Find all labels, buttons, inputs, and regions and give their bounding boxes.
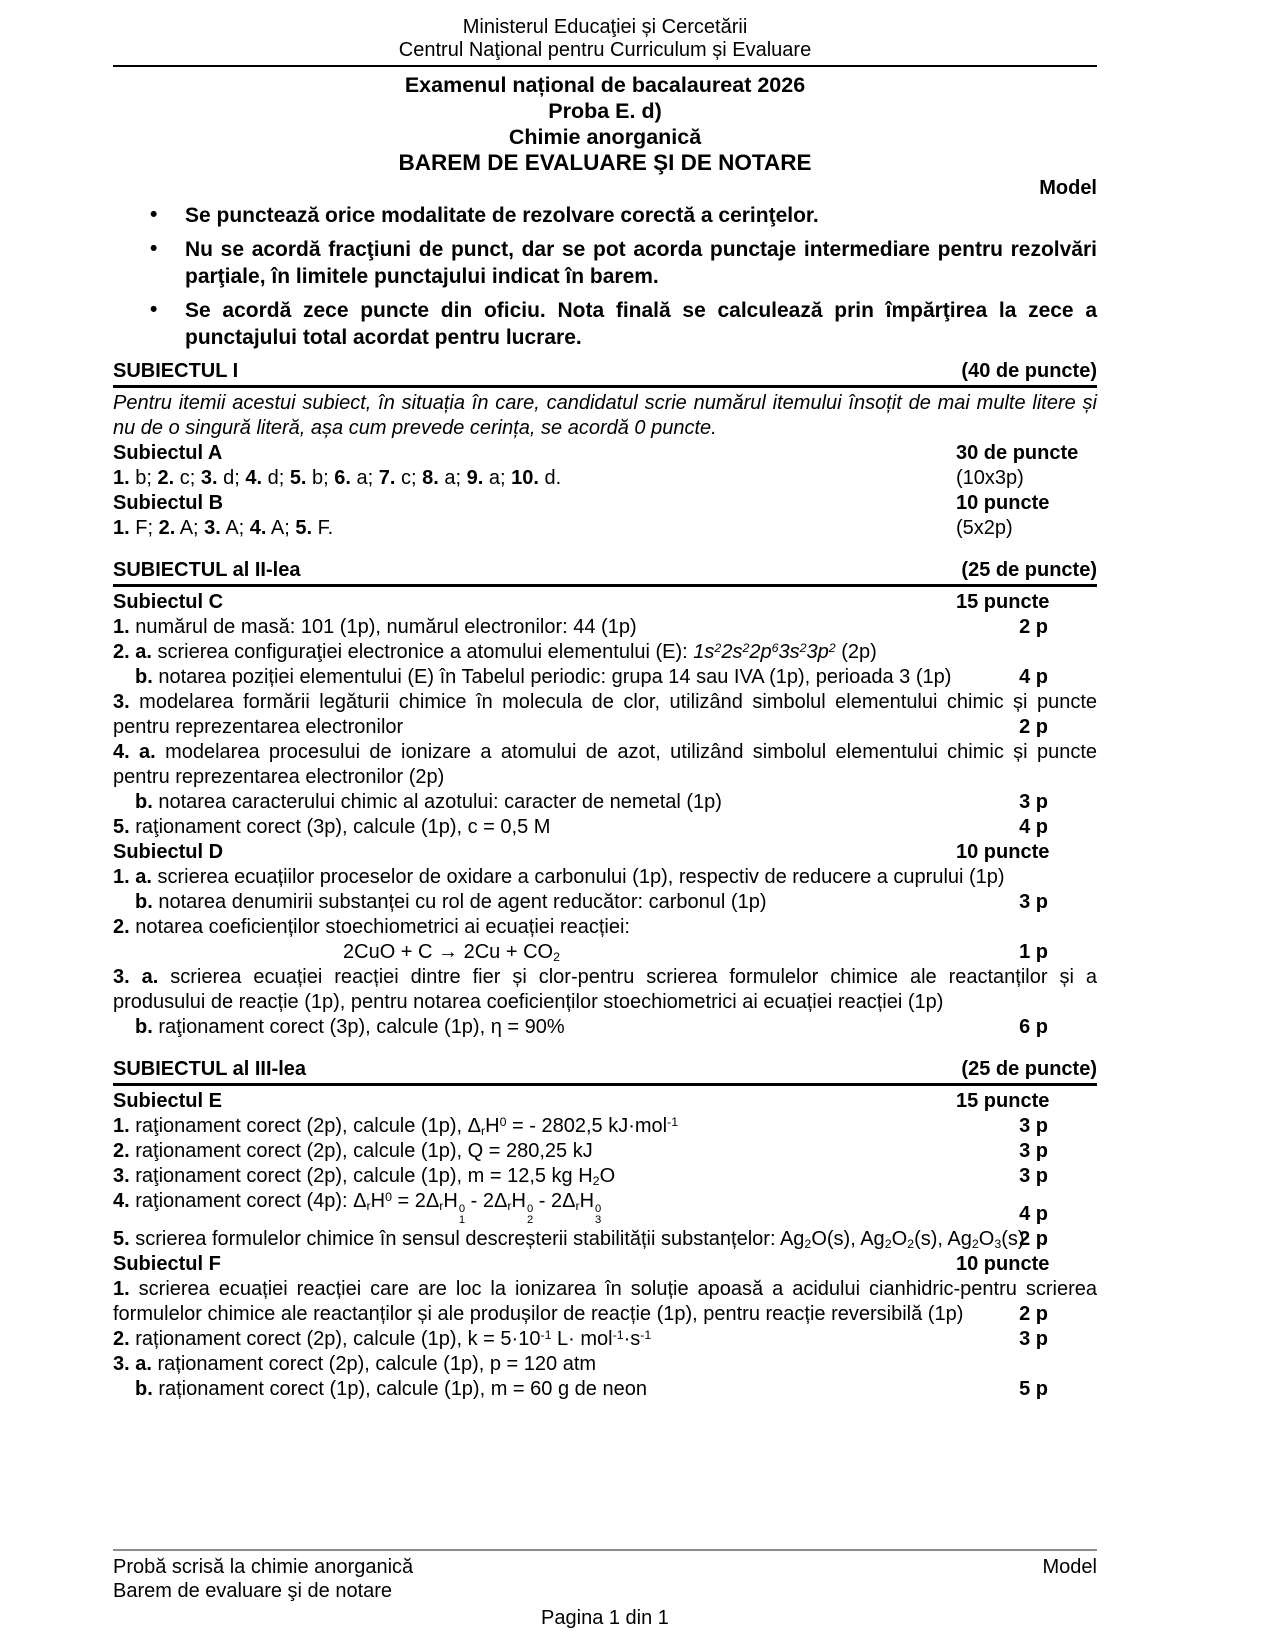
section-title: SUBIECTUL al II-lea bbox=[113, 558, 301, 581]
subhead-points: 15 puncte bbox=[956, 590, 1050, 613]
text-segment: b. bbox=[135, 1378, 159, 1401]
exam-title: Examenul național de bacalaureat 2026 bbox=[404, 73, 806, 97]
text-segment: 2 bbox=[742, 640, 750, 655]
text-segment: 2s bbox=[721, 640, 743, 663]
subiectul-f-item-3b bbox=[113, 1377, 1097, 1402]
text-segment: 9. bbox=[466, 466, 484, 489]
text-segment: raționament corect (1p), calcule (1p), m = 60 g de neon bbox=[158, 1378, 647, 1401]
text-segment: O bbox=[599, 1164, 616, 1187]
text-segment: O bbox=[891, 1228, 908, 1251]
subiectul-e-subhead bbox=[113, 1089, 1097, 1114]
footer-rule bbox=[113, 1549, 1097, 1551]
text-segment: notarea denumirii substanței cu rol de agent reducător: carbonul (1p) bbox=[158, 890, 767, 913]
bullet-2 bbox=[113, 236, 1097, 291]
subiectul-e-item-1 bbox=[113, 1114, 1097, 1139]
section-title: SUBIECTUL I bbox=[113, 359, 239, 382]
subhead-points: 15 puncte bbox=[956, 1089, 1050, 1112]
subiectul-c-item-5 bbox=[113, 815, 1097, 840]
stack-sub: 1 bbox=[458, 1214, 466, 1227]
text-segment: 6 bbox=[771, 640, 779, 655]
text-segment: b. bbox=[135, 665, 159, 688]
subiectul-c-item-1 bbox=[113, 615, 1097, 640]
bullet-icon: • bbox=[150, 236, 158, 260]
text-segment: a; bbox=[438, 466, 467, 489]
text-segment: notarea poziției elementului (E) în Tabelul periodic: grupa 14 sau IVA (1p), perioada 3 (1p) bbox=[158, 665, 952, 688]
text-segment: 2 bbox=[884, 1237, 892, 1252]
bullet-icon: • bbox=[150, 203, 158, 226]
section-points: (40 de puncte) bbox=[961, 359, 1097, 382]
subiectul-d-item-1a bbox=[113, 865, 1097, 890]
text-segment: 2. bbox=[113, 915, 136, 938]
text-segment: F. bbox=[312, 516, 334, 539]
text-segment: 1. bbox=[113, 516, 130, 539]
subhead-points: 10 puncte bbox=[956, 840, 1050, 863]
subhead-title: Subiectul F bbox=[113, 1253, 221, 1276]
text-segment: 5. bbox=[113, 1228, 136, 1251]
footer-model-label: Model bbox=[1042, 1556, 1097, 1578]
stack-sub: 2 bbox=[526, 1214, 534, 1227]
text-segment: scrierea ecuației reacției care are loc la ionizarea în soluție apoasă a acidului cianhidric-pentru scrierea formulelor chimice ale reactanților și ale produșilor de reacție (1p), pentru reacție reversibilă (1p) bbox=[113, 1278, 1097, 1326]
text-segment: ·s bbox=[623, 1328, 641, 1351]
subiectul-c-subhead bbox=[113, 590, 1097, 615]
text-segment: 8. bbox=[422, 466, 439, 489]
item-points: 1 p bbox=[1019, 940, 1048, 963]
text-segment: F; bbox=[129, 516, 159, 539]
text-segment: 3. bbox=[113, 690, 140, 713]
subiectul-c-item-2b bbox=[113, 665, 1097, 690]
subiectul-d-item-1b bbox=[113, 890, 1097, 915]
text-segment: (s) bbox=[1001, 1228, 1025, 1251]
subhead-title: Subiectul A bbox=[113, 441, 223, 464]
page-footer bbox=[113, 1549, 1097, 1630]
text-segment: c; bbox=[174, 466, 201, 489]
text-segment: H bbox=[370, 1189, 386, 1212]
subhead-title: Subiectul E bbox=[113, 1089, 222, 1112]
text-segment: 7. bbox=[378, 466, 396, 489]
subiectul-d-equation bbox=[113, 940, 1097, 965]
text-segment: L· mol bbox=[551, 1328, 613, 1351]
subiectul-3-heading bbox=[113, 1056, 1097, 1086]
instructions-list bbox=[113, 202, 1097, 352]
text-segment: r bbox=[575, 1198, 580, 1213]
text-segment: 2 bbox=[592, 1173, 600, 1188]
item-points: (5x2p) bbox=[956, 516, 1013, 539]
subiectul-e-item-3 bbox=[113, 1164, 1097, 1189]
subiectul-1-heading bbox=[113, 358, 1097, 388]
text-segment: Δ bbox=[425, 1189, 440, 1212]
text-segment: (2p) bbox=[835, 640, 877, 663]
text-segment: H bbox=[511, 1189, 526, 1212]
text-segment: modelarea formării legăturii chimice în molecula de clor, utilizând simbolul elementului chimic și puncte pentru reprezentarea electronilor bbox=[113, 690, 1097, 738]
text-segment: scrierea ecuației reacției dintre fier și clor-pentru scrierea formulelor chimice ale reactanților și a produsului de reacție (1p), pentru notarea coeficienților stoechiometrici ai ecuației reacției (1p) bbox=[113, 965, 1097, 1013]
ministry-line-1: Ministerul Educaţiei și Cercetării bbox=[462, 16, 748, 38]
item-points: 3 p bbox=[1019, 1164, 1048, 1187]
item-points: 5 p bbox=[1019, 1378, 1048, 1401]
text-segment: 1. bbox=[113, 615, 136, 638]
text-segment: H bbox=[579, 1189, 595, 1212]
text-segment: raționament corect (2p), calcule (1p), p = 120 atm bbox=[157, 1353, 597, 1376]
subiectul-e-item-4 bbox=[113, 1189, 1097, 1228]
text-segment: notarea caracterului chimic al azotului: caracter de nemetal (1p) bbox=[158, 790, 722, 813]
spacer-2 bbox=[113, 1040, 1097, 1056]
bullet-icon: • bbox=[150, 297, 158, 321]
subiectul-c-item-2a bbox=[113, 640, 1097, 665]
item-points: 2 p bbox=[1019, 715, 1048, 738]
item-points: 4 p bbox=[1019, 815, 1048, 838]
text-segment: raționament corect (2p), calcule (1p), k = 5·10 bbox=[135, 1328, 541, 1351]
text-segment: b. bbox=[135, 790, 159, 813]
section-title: SUBIECTUL al III-lea bbox=[113, 1057, 307, 1080]
item-points: 2 p bbox=[1019, 1303, 1048, 1326]
text-segment: scrierea formulelor chimice în sensul descreșterii stabilității substanțelor: Ag bbox=[135, 1228, 805, 1251]
text-segment: A; bbox=[175, 516, 205, 539]
subiectul-a-subhead bbox=[113, 441, 1097, 466]
text-segment: 2 bbox=[907, 1237, 915, 1252]
text-segment: raţionament corect (4p): bbox=[135, 1189, 354, 1212]
subiectul-c-item-4a bbox=[113, 740, 1097, 790]
section-points: (25 de puncte) bbox=[961, 1057, 1097, 1080]
subiectul-2-heading bbox=[113, 557, 1097, 587]
text-segment: d. bbox=[538, 466, 562, 489]
subhead-title: Subiectul B bbox=[113, 491, 224, 514]
text-segment: 2. bbox=[157, 466, 175, 489]
ministry-line-2: Centrul Naţional pentru Curriculum și Evaluare bbox=[398, 39, 812, 61]
text-segment: = - 2802,5 kJ·mol bbox=[506, 1114, 668, 1137]
text-segment: b. bbox=[135, 1015, 159, 1038]
item-points: 3 p bbox=[1019, 1114, 1048, 1137]
page-number: Pagina 1 din 1 bbox=[541, 1607, 669, 1629]
item-points: 4 p bbox=[1019, 1203, 1048, 1226]
text-segment: 3. a. bbox=[113, 1353, 158, 1376]
bullet-1 bbox=[113, 202, 1097, 230]
subiectul-f-item-1 bbox=[113, 1277, 1097, 1327]
item-points: 3 p bbox=[1019, 1328, 1048, 1351]
subiectul-f-item-3a bbox=[113, 1352, 1097, 1377]
text-segment: numărul de masă: 101 (1p), numărul electronilor: 44 (1p) bbox=[135, 615, 637, 638]
text-segment: 4. bbox=[249, 516, 267, 539]
text-segment: 4. bbox=[113, 1189, 136, 1212]
item-points: 6 p bbox=[1019, 1015, 1048, 1038]
text-segment: raţionament corect (2p), calcule (1p), bbox=[135, 1114, 468, 1137]
subhead-points: 30 de puncte bbox=[956, 441, 1079, 464]
text-segment: r bbox=[366, 1198, 371, 1213]
footer-left-1: Probă scrisă la chimie anorganică bbox=[113, 1556, 414, 1578]
text-segment: 6. bbox=[334, 466, 351, 489]
text-segment: 2 bbox=[799, 640, 807, 655]
subhead-title: Subiectul C bbox=[113, 590, 224, 613]
barem-title: BAREM DE EVALUARE ŞI DE NOTARE bbox=[398, 150, 812, 175]
item-points: 2 p bbox=[1019, 615, 1048, 638]
text-segment: raţionament corect (3p), calcule (1p), c = 0,5 M bbox=[135, 815, 551, 838]
text-segment: 3. bbox=[204, 516, 221, 539]
text-segment: 2p bbox=[749, 640, 772, 663]
bullet-text: Nu se acordă fracţiuni de punct, dar se pot acorda punctaje intermediare pentru rezolvări parţiale, în limitele punctajului indicat în barem. bbox=[185, 237, 1097, 288]
text-segment: -1 bbox=[540, 1327, 552, 1342]
item-points: 3 p bbox=[1019, 890, 1048, 913]
text-segment: raţionament corect (2p), calcule (1p), Q = 280,25 kJ bbox=[135, 1139, 593, 1162]
text-segment: 5. bbox=[289, 466, 307, 489]
subiectul-d-subhead bbox=[113, 840, 1097, 865]
text-segment: r bbox=[480, 1123, 486, 1138]
text-segment: A; bbox=[266, 516, 296, 539]
subiectul-b-answers bbox=[113, 516, 1097, 541]
text-segment: d; bbox=[217, 466, 246, 489]
text-segment: 4. a. bbox=[113, 740, 166, 763]
subhead-points: 10 puncte bbox=[956, 1253, 1050, 1276]
model-label: Model bbox=[1039, 177, 1097, 199]
item-points: 4 p bbox=[1019, 665, 1048, 688]
text-segment: 1. bbox=[113, 1278, 139, 1301]
sub-sup-stack bbox=[595, 1204, 601, 1228]
text-segment: - 2 bbox=[533, 1189, 563, 1212]
text-segment: 2 bbox=[828, 640, 836, 655]
text-segment: -1 bbox=[667, 1114, 679, 1129]
text-segment: 2. bbox=[113, 1139, 136, 1162]
text-segment: raţionament corect (2p), calcule (1p), m = 12,5 kg H bbox=[135, 1164, 593, 1187]
text-segment: 1. bbox=[113, 1114, 136, 1137]
footer-line-1 bbox=[113, 1555, 1097, 1579]
exam-subject: Chimie anorganică bbox=[508, 125, 702, 149]
text-segment: O bbox=[978, 1228, 995, 1251]
text-segment: b; bbox=[306, 466, 335, 489]
text-segment: O(s), Ag bbox=[811, 1228, 885, 1251]
subiectul-c-item-3 bbox=[113, 690, 1097, 740]
text-segment: 2. bbox=[158, 516, 176, 539]
text-segment: A; bbox=[220, 516, 250, 539]
subiectul-e-item-5 bbox=[113, 1227, 1097, 1252]
text-segment: 0 bbox=[499, 1114, 507, 1129]
text-segment: - 2 bbox=[465, 1189, 494, 1212]
text-segment: 2 bbox=[804, 1237, 812, 1252]
text-segment: 3. bbox=[113, 1164, 136, 1187]
spacer-1 bbox=[113, 541, 1097, 557]
bullet-text: Se punctează orice modalitate de rezolvare corectă a cerinţelor. bbox=[185, 204, 819, 227]
item-points: (10x3p) bbox=[956, 466, 1024, 489]
text-segment: r bbox=[507, 1198, 512, 1213]
text-segment: 2 bbox=[553, 949, 560, 964]
stack-sup: 0 bbox=[595, 1202, 602, 1215]
subiectul-b-subhead bbox=[113, 491, 1097, 516]
text-segment: r bbox=[439, 1198, 444, 1213]
subiectul-f-item-2 bbox=[113, 1327, 1097, 1352]
text-segment: c; bbox=[395, 466, 423, 489]
text-segment: scrierea ecuațiilor proceselor de oxidare a carbonului (1p), respectiv de reducere a cuprului (1p) bbox=[157, 865, 1005, 888]
text-segment: 1. bbox=[113, 466, 130, 489]
text-segment: 2CuO + C → 2Cu + CO bbox=[343, 940, 554, 963]
text-segment: 5. bbox=[295, 516, 313, 539]
stack-sub: 3 bbox=[595, 1214, 602, 1227]
text-segment: 2. a. bbox=[113, 640, 158, 663]
text-segment: raţionament corect (3p), calcule (1p), η = 90% bbox=[158, 1015, 565, 1038]
text-segment: notarea coeficienților stoechiometrici ai ecuației reacției: bbox=[135, 915, 630, 938]
text-segment: 0 bbox=[385, 1189, 392, 1204]
text-segment: 3p bbox=[806, 640, 829, 663]
subiectul-d-item-3a bbox=[113, 965, 1097, 1015]
subhead-points: 10 puncte bbox=[956, 491, 1050, 514]
item-points: 3 p bbox=[1019, 790, 1048, 813]
text-segment: -1 bbox=[640, 1327, 652, 1342]
text-segment: 3. a. bbox=[113, 965, 171, 988]
subiectul-c-item-4b bbox=[113, 790, 1097, 815]
text-segment: a; bbox=[483, 466, 512, 489]
bullet-3 bbox=[113, 297, 1097, 352]
text-segment: 4. bbox=[245, 466, 263, 489]
text-segment: 10. bbox=[511, 466, 539, 489]
text-segment: b; bbox=[129, 466, 158, 489]
subiectul-a-answers bbox=[113, 466, 1097, 491]
text-segment: 1s bbox=[693, 640, 715, 663]
text-segment: H bbox=[443, 1189, 458, 1212]
subhead-title: Subiectul D bbox=[113, 840, 224, 863]
footer-left-2: Barem de evaluare şi de notare bbox=[113, 1580, 393, 1602]
text-segment: Δ bbox=[353, 1189, 367, 1212]
text-segment: 5. bbox=[113, 815, 136, 838]
item-points: 3 p bbox=[1019, 1139, 1048, 1162]
text-segment: Δ bbox=[467, 1114, 481, 1137]
text-segment: Δ bbox=[562, 1189, 576, 1212]
header-rule bbox=[113, 65, 1097, 67]
item-points: 2 p bbox=[1019, 1228, 1048, 1251]
text-segment: scrierea configuraţiei electronice a atomului elementului (E): bbox=[157, 640, 694, 663]
text-segment: 3 bbox=[994, 1237, 1002, 1252]
subiectul-f-subhead bbox=[113, 1252, 1097, 1277]
text-segment: 1. a. bbox=[113, 865, 158, 888]
text-segment: (s), Ag bbox=[914, 1228, 972, 1251]
stack-sup: 0 bbox=[458, 1202, 466, 1215]
text-segment: 2. bbox=[113, 1328, 136, 1351]
text-segment: Δ bbox=[494, 1189, 508, 1212]
text-segment: 3. bbox=[200, 466, 218, 489]
text-segment: -1 bbox=[612, 1327, 624, 1342]
subiectul-1-note: Pentru itemii acestui subiect, în situația în care, candidatul scrie numărul itemului însoțit de mai multe litere și nu de o singură literă, așa cum prevede cerința, se acordă 0 puncte. bbox=[113, 391, 1097, 439]
text-segment: 2 bbox=[714, 640, 722, 655]
stack-sup: 0 bbox=[526, 1202, 534, 1215]
text-segment: a; bbox=[350, 466, 379, 489]
text-segment: d; bbox=[262, 466, 290, 489]
text-segment: modelarea procesului de ionizare a atomului de azot, utilizând simbolul elementului chimic și puncte pentru reprezentarea electronilor (2p) bbox=[113, 740, 1097, 788]
section-points: (25 de puncte) bbox=[961, 558, 1097, 581]
exam-proba: Proba E. d) bbox=[548, 99, 662, 123]
subiectul-d-item-2 bbox=[113, 915, 1097, 940]
subiectul-d-item-3b bbox=[113, 1015, 1097, 1040]
subiectul-e-item-2 bbox=[113, 1139, 1097, 1164]
barem-content bbox=[113, 358, 1097, 1403]
text-segment: 2 bbox=[971, 1237, 979, 1252]
text-segment: 3s bbox=[778, 640, 800, 663]
text-segment: b. bbox=[135, 890, 159, 913]
text-segment: = 2 bbox=[391, 1189, 426, 1212]
ministry-header bbox=[113, 16, 1097, 62]
bullet-text: Se acordă zece puncte din oficiu. Nota finală se calculează prin împărţirea la zece a punctajului total acordat pentru lucrare. bbox=[185, 298, 1097, 349]
text-segment: H bbox=[485, 1114, 500, 1137]
